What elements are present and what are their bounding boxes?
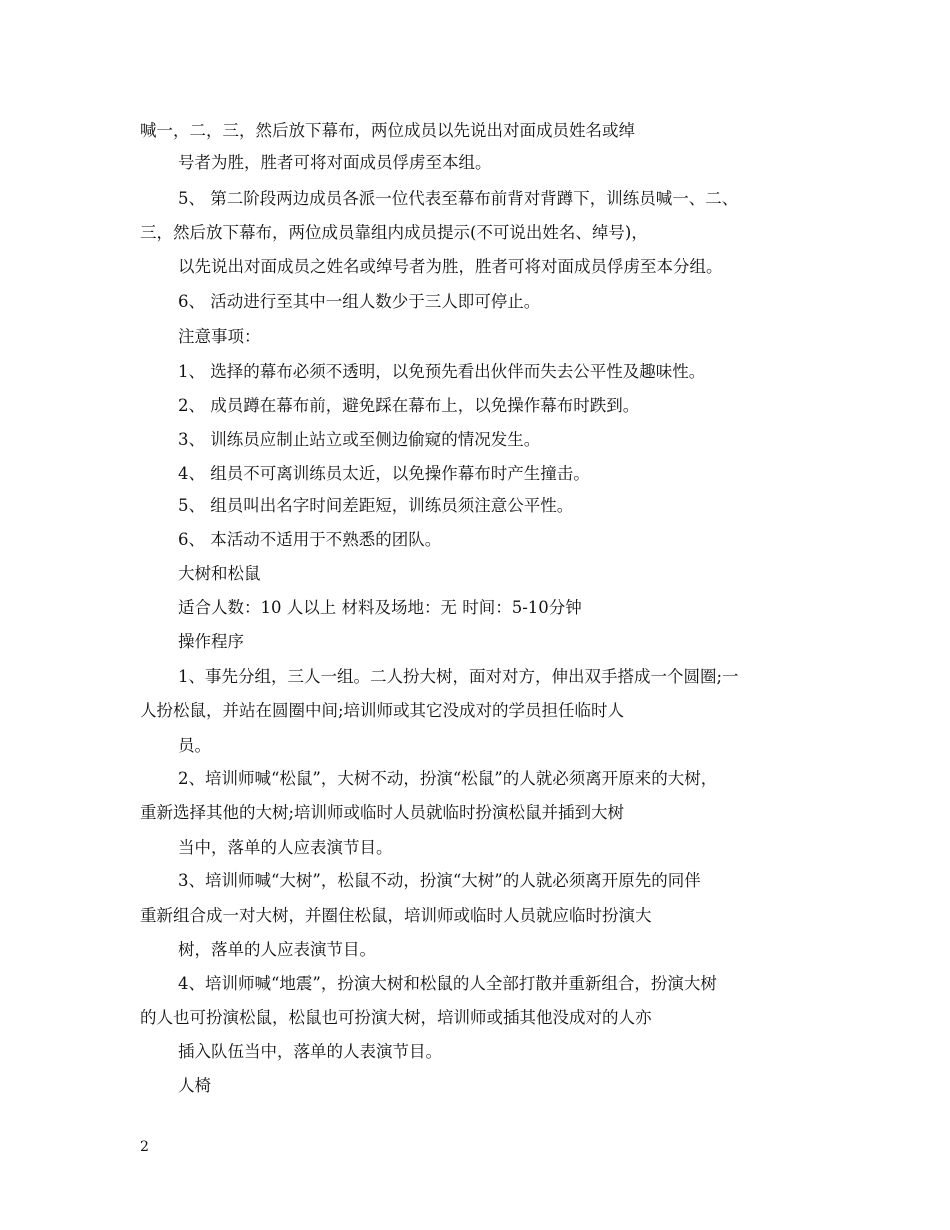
body-line: 适合人数：10 人以上 材料及场地：无 时间：5-10分钟 xyxy=(178,598,582,617)
body-line: 以先说出对面成员之姓名或绰号者为胜，胜者可将对面成员俘虏至本分组。 xyxy=(178,257,723,276)
body-line: 3、 训练员应制止站立或至侧边偷窥的情况发生。 xyxy=(178,430,541,449)
section-heading: 人椅 xyxy=(178,1076,211,1095)
body-line: 人扮松鼠，并站在圆圈中间;培训师或其它没成对的学员担任临时人 xyxy=(140,701,625,720)
section-heading: 注意事项： xyxy=(178,327,261,346)
body-line: 当中，落单的人应表演节目。 xyxy=(178,838,393,857)
body-line: 5、 组员叫出名字时间差距短，训练员须注意公平性。 xyxy=(178,496,574,515)
body-line: 的人也可扮演松鼠，松鼠也可扮演大树，培训师或插其他没成对的人亦 xyxy=(140,1008,652,1027)
body-line: 2、培训师喊“松鼠”，大树不动，扮演“松鼠”的人就必须离开原来的大树， xyxy=(178,769,718,788)
body-line: 6、 活动进行至其中一组人数少于三人即可停止。 xyxy=(178,292,541,311)
body-line: 1、事先分组，三人一组。二人扮大树，面对对方，伸出双手搭成一个圆圈;一 xyxy=(178,667,739,686)
body-line: 号者为胜，胜者可将对面成员俘虏至本组。 xyxy=(178,153,492,172)
body-line: 5、 第二阶段两边成员各派一位代表至幕布前背对背蹲下，训练员喊一、二、 xyxy=(178,189,739,208)
body-line: 1、 选择的幕布必须不透明，以免预先看出伙伴而失去公平性及趣味性。 xyxy=(178,362,706,381)
body-line: 员。 xyxy=(178,736,211,755)
body-line: 3、培训师喊“大树”，松鼠不动，扮演“大树”的人就必须离开原先的同伴 xyxy=(178,871,701,890)
body-line: 4、 组员不可离训练员太近，以免操作幕布时产生撞击。 xyxy=(178,464,590,483)
body-line: 三，然后放下幕布，两位成员靠组内成员提示(不可说出姓名、绰号)， xyxy=(140,223,648,242)
section-heading: 操作程序 xyxy=(178,632,244,651)
body-line: 喊一，二，三，然后放下幕布，两位成员以先说出对面成员姓名或绰 xyxy=(140,121,635,140)
body-line: 重新选择其他的大树;培训师或临时人员就临时扮演松鼠并插到大树 xyxy=(140,803,625,822)
body-line: 6、 本活动不适用于不熟悉的团队。 xyxy=(178,530,442,549)
section-heading: 大树和松鼠 xyxy=(178,564,261,583)
body-line: 4、培训师喊“地震”，扮演大树和松鼠的人全部打散并重新组合，扮演大树 xyxy=(178,974,717,993)
body-line: 插入队伍当中，落单的人表演节目。 xyxy=(178,1042,442,1061)
body-line: 重新组合成一对大树，并圈住松鼠，培训师或临时人员就应临时扮演大 xyxy=(140,906,652,925)
page-number: 2 xyxy=(140,1139,149,1155)
body-line: 2、 成员蹲在幕布前，避免踩在幕布上，以免操作幕布时跌到。 xyxy=(178,396,640,415)
body-line: 树，落单的人应表演节目。 xyxy=(178,940,376,959)
